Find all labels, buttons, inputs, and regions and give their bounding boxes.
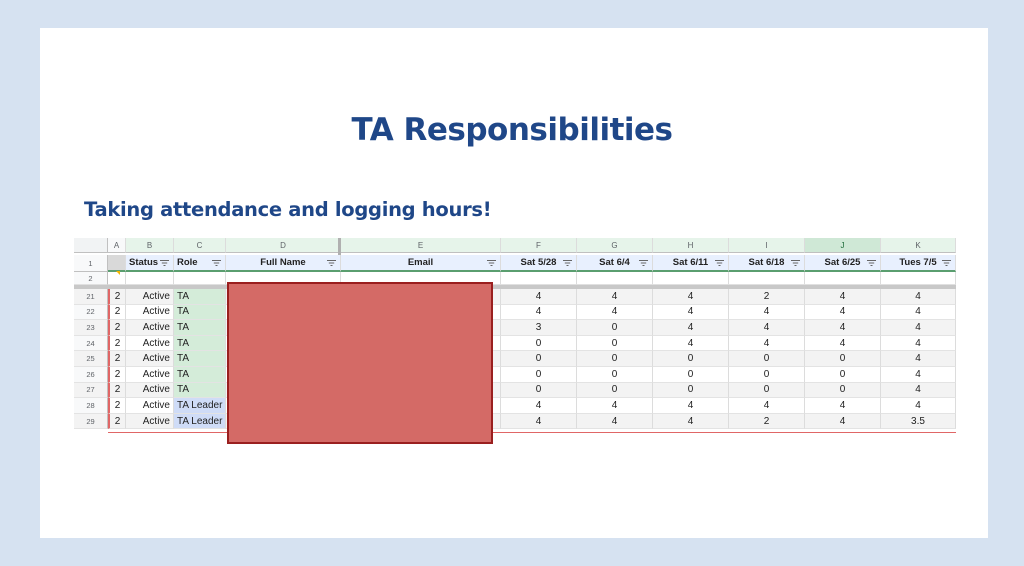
header-date[interactable] [577, 255, 653, 272]
hours-cell[interactable]: 2 [729, 414, 805, 430]
table-cell[interactable]: 2 [108, 351, 126, 367]
table-cell[interactable] [501, 272, 577, 285]
hours-cell[interactable]: 4 [501, 305, 577, 321]
filter-icon[interactable] [867, 260, 876, 266]
row-number[interactable]: 24 [74, 336, 108, 352]
redaction-box [227, 282, 493, 444]
table-row [74, 414, 956, 430]
table-cell[interactable]: 2 [108, 367, 126, 383]
status-cell[interactable]: Active [126, 351, 174, 367]
column-letter-h[interactable]: H [653, 238, 729, 253]
hours-cell[interactable]: 0 [729, 367, 805, 383]
hours-cell[interactable]: 4 [653, 398, 729, 414]
header-email-label: Email [407, 257, 434, 268]
comment-indicator [116, 271, 120, 275]
hours-cell[interactable]: 4 [653, 414, 729, 430]
hours-cell[interactable]: 3 [501, 320, 577, 336]
row-number[interactable]: 27 [74, 383, 108, 399]
status-cell[interactable]: Active [126, 398, 174, 414]
filter-icon[interactable] [791, 260, 800, 266]
row-number[interactable]: 26 [74, 367, 108, 383]
table-cell[interactable] [653, 272, 729, 285]
hours-cell[interactable]: 0 [653, 367, 729, 383]
status-cell[interactable]: Active [126, 289, 174, 305]
table-row [74, 272, 956, 285]
hours-cell[interactable]: 4 [805, 289, 881, 305]
column-letter-g[interactable]: G [577, 238, 653, 253]
slide-title: TA Responsibilities [351, 112, 673, 148]
hours-cell[interactable]: 4 [729, 320, 805, 336]
hours-cell[interactable]: 0 [577, 320, 653, 336]
header-date-label: Sat 6/4 [599, 257, 630, 268]
status-cell[interactable]: Active [126, 414, 174, 430]
hours-cell[interactable]: 4 [805, 398, 881, 414]
hours-cell[interactable]: 0 [577, 367, 653, 383]
filter-icon[interactable] [160, 260, 169, 266]
hours-cell[interactable]: 0 [805, 351, 881, 367]
hours-cell[interactable]: 4 [653, 289, 729, 305]
header-date[interactable] [881, 255, 956, 272]
hours-cell[interactable]: 4 [805, 414, 881, 430]
table-cell[interactable] [577, 272, 653, 285]
table-cell[interactable]: 2 [108, 414, 126, 430]
table-row [74, 383, 956, 399]
row-number[interactable]: 23 [74, 320, 108, 336]
hours-cell[interactable]: 4 [577, 414, 653, 430]
hours-cell[interactable]: 4 [881, 367, 956, 383]
hours-cell[interactable]: 4 [501, 414, 577, 430]
hours-cell[interactable]: 4 [729, 336, 805, 352]
table-cell[interactable] [126, 272, 174, 285]
hours-cell[interactable]: 0 [805, 383, 881, 399]
column-letter-k[interactable]: K [881, 238, 956, 253]
table-row [74, 351, 956, 367]
filter-icon[interactable] [715, 260, 724, 266]
hours-cell[interactable]: 4 [881, 336, 956, 352]
hours-cell[interactable]: 0 [501, 383, 577, 399]
hours-cell[interactable]: 4 [881, 289, 956, 305]
role-cell[interactable]: TA [174, 305, 226, 321]
row-number[interactable]: 29 [74, 414, 108, 430]
header-date-label: Sat 6/18 [748, 257, 785, 268]
table-row [74, 336, 956, 352]
hours-cell[interactable]: 0 [501, 336, 577, 352]
hours-cell[interactable]: 0 [577, 383, 653, 399]
hours-cell[interactable]: 3.5 [881, 414, 956, 430]
spreadsheet [74, 238, 956, 434]
column-letter-j[interactable]: J [805, 238, 881, 253]
status-cell[interactable]: Active [126, 305, 174, 321]
table-cell[interactable] [881, 272, 956, 285]
role-cell[interactable]: TA [174, 289, 226, 305]
role-cell[interactable]: TA [174, 320, 226, 336]
header-role-label: Role [177, 257, 198, 268]
header-cell-a[interactable] [108, 255, 126, 272]
table-cell[interactable] [174, 272, 226, 285]
role-cell[interactable]: TA [174, 351, 226, 367]
header-status-label: Status [129, 257, 159, 268]
column-letter-b[interactable]: B [126, 238, 174, 253]
table-cell[interactable] [729, 272, 805, 285]
role-cell[interactable]: TA [174, 383, 226, 399]
header-date-label: Tues 7/5 [899, 257, 937, 268]
status-cell[interactable]: Active [126, 336, 174, 352]
header-date[interactable] [501, 255, 577, 272]
hours-cell[interactable]: 4 [577, 289, 653, 305]
header-row [74, 255, 956, 272]
status-cell[interactable]: Active [126, 367, 174, 383]
header-date-label: Sat 6/25 [824, 257, 861, 268]
header-full-name[interactable] [226, 255, 341, 272]
hours-cell[interactable]: 4 [729, 305, 805, 321]
row-number[interactable]: 21 [74, 289, 108, 305]
row-number[interactable]: 2 [74, 272, 108, 285]
header-full-name-label: Full Name [260, 257, 306, 268]
hours-cell[interactable]: 0 [501, 367, 577, 383]
header-date[interactable] [805, 255, 881, 272]
hours-cell[interactable]: 4 [653, 305, 729, 321]
header-date[interactable] [653, 255, 729, 272]
column-letter-f[interactable]: F [501, 238, 577, 253]
hours-cell[interactable]: 4 [501, 398, 577, 414]
table-row [74, 305, 956, 321]
table-cell[interactable]: 2 [108, 336, 126, 352]
column-letter-a[interactable]: A [108, 238, 126, 253]
column-header-row [74, 238, 956, 253]
filter-icon[interactable] [487, 260, 496, 266]
table-cell[interactable]: 2 [108, 398, 126, 414]
table-cell[interactable]: 2 [108, 383, 126, 399]
column-letter-e[interactable]: E [341, 238, 501, 253]
column-letter-i[interactable]: I [729, 238, 805, 253]
table-row [74, 367, 956, 383]
header-date[interactable] [729, 255, 805, 272]
header-date-label: Sat 6/11 [672, 257, 709, 268]
table-row [74, 398, 956, 414]
table-cell[interactable]: 2 [108, 305, 126, 321]
hours-cell[interactable]: 4 [653, 336, 729, 352]
hours-cell[interactable]: 0 [577, 351, 653, 367]
header-status[interactable] [126, 255, 174, 272]
filter-icon[interactable] [639, 260, 648, 266]
hours-cell[interactable]: 4 [881, 383, 956, 399]
hours-cell[interactable]: 4 [653, 320, 729, 336]
row-number[interactable]: 22 [74, 305, 108, 321]
hours-cell[interactable]: 4 [881, 351, 956, 367]
filter-icon[interactable] [327, 260, 336, 266]
hours-cell[interactable]: 4 [577, 305, 653, 321]
hours-cell[interactable]: 0 [501, 351, 577, 367]
table-cell[interactable]: 2 [108, 289, 126, 305]
hours-cell[interactable]: 0 [729, 383, 805, 399]
hours-cell[interactable]: 0 [577, 336, 653, 352]
filter-icon[interactable] [942, 260, 951, 266]
header-date-label: Sat 5/28 [520, 257, 557, 268]
role-cell[interactable]: TA [174, 336, 226, 352]
header-email[interactable] [341, 255, 501, 272]
hours-cell[interactable]: 4 [881, 305, 956, 321]
role-cell[interactable]: TA [174, 367, 226, 383]
table-row [74, 289, 956, 305]
hours-cell[interactable]: 4 [805, 336, 881, 352]
row-number[interactable]: 1 [74, 255, 108, 272]
table-row [74, 320, 956, 336]
role-cell[interactable]: TA Leader [174, 414, 226, 430]
hours-cell[interactable]: 0 [653, 383, 729, 399]
column-letter-d[interactable]: D [226, 238, 341, 253]
header-role[interactable] [174, 255, 226, 272]
hours-cell[interactable]: 0 [653, 351, 729, 367]
hours-cell[interactable]: 4 [881, 320, 956, 336]
hours-cell[interactable]: 4 [881, 398, 956, 414]
select-all-corner[interactable] [74, 238, 108, 253]
slide-subtitle: Taking attendance and logging hours! [84, 198, 492, 221]
hours-cell[interactable]: 4 [805, 320, 881, 336]
filter-icon[interactable] [563, 260, 572, 266]
hours-cell[interactable]: 4 [577, 398, 653, 414]
status-cell[interactable]: Active [126, 320, 174, 336]
table-cell[interactable] [805, 272, 881, 285]
role-cell[interactable]: TA Leader [174, 398, 226, 414]
hours-cell[interactable]: 4 [729, 398, 805, 414]
row-number[interactable]: 25 [74, 351, 108, 367]
table-cell[interactable]: 2 [108, 320, 126, 336]
hours-cell[interactable]: 4 [805, 305, 881, 321]
hours-cell[interactable]: 0 [805, 367, 881, 383]
filter-icon[interactable] [212, 260, 221, 266]
hours-cell[interactable]: 4 [501, 289, 577, 305]
column-letter-c[interactable]: C [174, 238, 226, 253]
hours-cell[interactable]: 0 [729, 351, 805, 367]
hours-cell[interactable]: 2 [729, 289, 805, 305]
row-number[interactable]: 28 [74, 398, 108, 414]
status-cell[interactable]: Active [126, 383, 174, 399]
